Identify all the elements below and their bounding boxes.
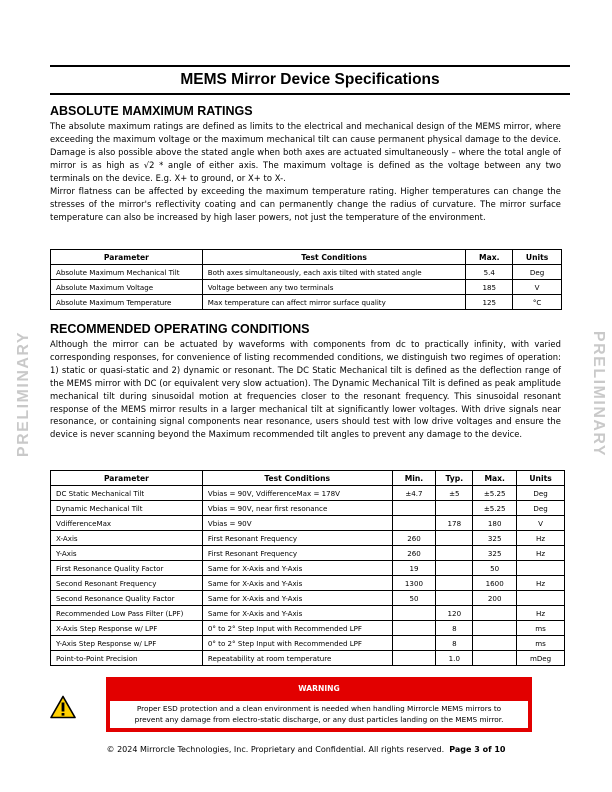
- table-row: [51, 591, 565, 606]
- rec-table: [50, 470, 565, 666]
- table-cell: X-Axis: [51, 531, 203, 546]
- table-cell: [392, 651, 436, 666]
- table-cell: ±5.25: [473, 501, 517, 516]
- table-cell: Hz: [517, 576, 565, 591]
- table-cell: 5.4: [466, 265, 513, 280]
- table-cell: 0° to 2° Step Input with Recommended LPF: [202, 636, 392, 651]
- table-cell: [473, 636, 517, 651]
- table-cell: 1600: [473, 576, 517, 591]
- table-cell: Hz: [517, 606, 565, 621]
- copyright-text: © 2024 Mirrorcle Technologies, Inc. Proprietary and Confidential. All rights reserved.: [106, 745, 445, 754]
- table-cell: Deg: [517, 501, 565, 516]
- table-cell: °C: [513, 295, 562, 310]
- table-cell: Voltage between any two terminals: [202, 280, 466, 295]
- table-cell: [436, 576, 473, 591]
- table-cell: Recommended Low Pass Filter (LPF): [51, 606, 203, 621]
- table-header-row: [51, 471, 565, 486]
- table-cell: 1300: [392, 576, 436, 591]
- warning-title: WARNING: [298, 684, 340, 693]
- warning-text-line: Proper ESD protection and a clean environment is needed when handling Mirrorcle MEMS mirrors to: [136, 704, 502, 713]
- table-row: [51, 651, 565, 666]
- table-row: [51, 295, 562, 310]
- abs-paragraph-1: The absolute maximum ratings are defined as limits to the electrical and mechanical design of the MEMS mirror, where exceeding the maximum voltage or the maximum mechanical tilt can cause permanent physical damage to the device. Damage is also possible above the stated angle when both axes are actuated simultaneously – where the total angle of mirror is as high as √2 * angle of either axis. The maximum voltage is defined as the voltage between any two terminals on the device. E.g. X+ to ground, or X+ to X-.: [50, 121, 561, 183]
- table-row: [51, 546, 565, 561]
- table-cell: Repeatability at room temperature: [202, 651, 392, 666]
- footer: [0, 745, 612, 754]
- table-header: Parameter: [51, 250, 203, 265]
- table-cell: 325: [473, 546, 517, 561]
- title-bar: [50, 65, 570, 95]
- table-cell: [436, 591, 473, 606]
- table-cell: Absolute Maximum Mechanical Tilt: [51, 265, 203, 280]
- watermark-right: PRELIMINARY: [590, 330, 608, 458]
- table-row: [51, 280, 562, 295]
- table-row: [51, 516, 565, 531]
- table-cell: X-Axis Step Response w/ LPF: [51, 621, 203, 636]
- table-cell: V: [517, 516, 565, 531]
- table-cell: First Resonant Frequency: [202, 546, 392, 561]
- warning-text-line: prevent any damage from electro-static discharge, or any dust particles landing on the MEMS mirror.: [134, 715, 504, 724]
- table-cell: Deg: [517, 486, 565, 501]
- table-cell: 125: [466, 295, 513, 310]
- table-cell: 260: [392, 546, 436, 561]
- table-cell: mDeg: [517, 651, 565, 666]
- table-row: [51, 576, 565, 591]
- table-header: Units: [513, 250, 562, 265]
- table-cell: Vbias = 90V: [202, 516, 392, 531]
- table-cell: Second Resonant Frequency: [51, 576, 203, 591]
- table-cell: Second Resonance Quality Factor: [51, 591, 203, 606]
- table-cell: 50: [392, 591, 436, 606]
- table-row: [51, 636, 565, 651]
- table-cell: Same for X-Axis and Y-Axis: [202, 576, 392, 591]
- warning-text-box: [110, 701, 528, 728]
- table-cell: Point-to-Point Precision: [51, 651, 203, 666]
- table-header: Parameter: [51, 471, 203, 486]
- abs-paragraph-2: Mirror flatness can be affected by exceeding the maximum temperature rating. Higher temperatures can change the stresses of the mirror's reflectivity coating and can permanently change the radius of curvature. The mirror surface temperature can also be increased by high laser powers, not just the temperature of the environment.: [50, 186, 561, 222]
- table-cell: Vbias = 90V, VdifferenceMax = 178V: [202, 486, 392, 501]
- table-cell: [392, 606, 436, 621]
- watermark-left: PRELIMINARY: [15, 330, 33, 458]
- abs-table: [50, 249, 562, 310]
- table-cell: First Resonant Frequency: [202, 531, 392, 546]
- table-header-row: [51, 250, 562, 265]
- table-cell: Hz: [517, 531, 565, 546]
- table-cell: [473, 621, 517, 636]
- table-cell: 8: [436, 621, 473, 636]
- table-cell: Same for X-Axis and Y-Axis: [202, 591, 392, 606]
- table-cell: ms: [517, 621, 565, 636]
- table-header: Max.: [473, 471, 517, 486]
- table-header: Test Conditions: [202, 471, 392, 486]
- table-cell: 200: [473, 591, 517, 606]
- rec-heading: RECOMMENDED OPERATING CONDITIONS: [50, 322, 310, 336]
- table-cell: 19: [392, 561, 436, 576]
- table-cell: ms: [517, 636, 565, 651]
- table-cell: Same for X-Axis and Y-Axis: [202, 606, 392, 621]
- table-cell: 325: [473, 531, 517, 546]
- page-number: Page 3 of 10: [449, 745, 506, 754]
- table-cell: [392, 621, 436, 636]
- table-cell: 120: [436, 606, 473, 621]
- table-row: [51, 486, 565, 501]
- table-cell: [436, 546, 473, 561]
- table-cell: Dynamic Mechanical Tilt: [51, 501, 203, 516]
- rec-paragraph-1: Although the mirror can be actuated by waveforms with components from dc to practically infinity, with varied corresponding responses, for convenience of listing recommended conditions, we distinguish two regimes of operation: 1) static or quasi-static and 2) dynamic or resonant. The DC Static Mechanical tilt is defined as the deflection range of the MEMS mirror with DC (or equivalent very slow actuation). The Dynamic Mechanical Tilt is defined as peak amplitude mechanical tilt during sinusoidal motion at frequencies closer to the resonant frequency. This sinusoidal resonant response of the MEMS mirror results in a larger mechanical tilt at significantly lower voltages. With drive signals near resonance, or containing signal components near resonance, users should test with low drive voltages and ensure the device is never scanning beyond the Maximum recommended tilt angles to prevent any damage to the device.: [50, 339, 561, 440]
- table-cell: [473, 651, 517, 666]
- table-cell: 260: [392, 531, 436, 546]
- table-cell: [517, 561, 565, 576]
- table-row: [51, 606, 565, 621]
- warning-box: [106, 677, 532, 732]
- table-cell: [392, 636, 436, 651]
- table-cell: Hz: [517, 546, 565, 561]
- table-cell: [517, 591, 565, 606]
- table-row: [51, 621, 565, 636]
- table-cell: Y-Axis: [51, 546, 203, 561]
- table-cell: Same for X-Axis and Y-Axis: [202, 561, 392, 576]
- table-cell: ±5.25: [473, 486, 517, 501]
- table-cell: 8: [436, 636, 473, 651]
- table-header: Test Conditions: [202, 250, 466, 265]
- table-cell: ±5: [436, 486, 473, 501]
- table-header: Max.: [466, 250, 513, 265]
- table-cell: Max temperature can affect mirror surface quality: [202, 295, 466, 310]
- warning-triangle-icon: [50, 695, 76, 719]
- table-cell: 1.0: [436, 651, 473, 666]
- table-header: Typ.: [436, 471, 473, 486]
- table-row: [51, 265, 562, 280]
- table-row: [51, 531, 565, 546]
- table-cell: DC Static Mechanical Tilt: [51, 486, 203, 501]
- table-cell: 0° to 2° Step Input with Recommended LPF: [202, 621, 392, 636]
- table-cell: [392, 516, 436, 531]
- table-row: [51, 561, 565, 576]
- table-row: [51, 501, 565, 516]
- table-cell: Both axes simultaneously, each axis tilted with stated angle: [202, 265, 466, 280]
- table-cell: [436, 501, 473, 516]
- table-cell: VdifferenceMax: [51, 516, 203, 531]
- table-header: Min.: [392, 471, 436, 486]
- table-cell: Deg: [513, 265, 562, 280]
- table-cell: Y-Axis Step Response w/ LPF: [51, 636, 203, 651]
- table-cell: First Resonance Quality Factor: [51, 561, 203, 576]
- abs-heading: ABSOLUTE MAMXIMUM RATINGS: [50, 104, 253, 118]
- table-cell: Vbias = 90V, near first resonance: [202, 501, 392, 516]
- table-cell: Absolute Maximum Temperature: [51, 295, 203, 310]
- table-cell: [473, 606, 517, 621]
- table-cell: V: [513, 280, 562, 295]
- table-cell: Absolute Maximum Voltage: [51, 280, 203, 295]
- table-cell: 50: [473, 561, 517, 576]
- table-cell: 185: [466, 280, 513, 295]
- table-cell: [392, 501, 436, 516]
- page-title: MEMS Mirror Device Specifications: [180, 71, 440, 88]
- table-cell: 178: [436, 516, 473, 531]
- table-cell: [436, 561, 473, 576]
- table-cell: ±4.7: [392, 486, 436, 501]
- table-header: Units: [517, 471, 565, 486]
- table-cell: [436, 531, 473, 546]
- table-cell: 180: [473, 516, 517, 531]
